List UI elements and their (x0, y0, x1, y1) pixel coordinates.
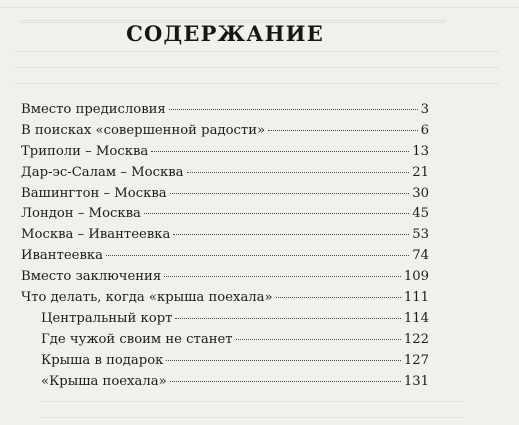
toc-entry-page-number: 3 (420, 102, 429, 117)
toc-entry-label: Вместо предисловия (21, 102, 166, 117)
toc-entry (21, 246, 429, 267)
toc-entry-page-number: 30 (412, 185, 429, 201)
toc-entry (21, 267, 429, 288)
toc-dot-leader (175, 318, 400, 319)
toc-entry (21, 163, 429, 184)
toc-entry (21, 184, 429, 205)
toc-dot-leader (187, 172, 410, 173)
toc-entry-label: Ивантеевка (21, 248, 104, 264)
toc-list (21, 100, 429, 392)
show-through-texture: ───────────────────────────────────────────────────────── (14, 44, 499, 58)
toc-entry (21, 121, 429, 142)
show-through-texture: ───────────────────────────────────────────────────────── (14, 76, 499, 90)
toc-heading: СОДЕРЖАНИЕ (126, 21, 324, 46)
show-through-texture: ───────────────────────────────────────────────────────── (14, 60, 499, 74)
toc-dot-leader (151, 151, 409, 152)
toc-entry (21, 288, 429, 309)
toc-entry (21, 330, 429, 351)
toc-dot-leader (236, 339, 401, 340)
toc-entry (21, 204, 429, 225)
toc-entry (21, 351, 429, 372)
show-through-texture: ───────────────────────────────────────────────────────────── (0, 0, 519, 14)
toc-entry-page-number: 127 (403, 352, 429, 368)
toc-dot-leader (169, 109, 418, 110)
toc-entry (21, 142, 429, 163)
show-through-texture: ────────────────────────────────────────────────── (40, 394, 466, 408)
toc-entry-label: Центральный корт (41, 310, 173, 326)
toc-entry-label: Москва – Ивантеевка (21, 227, 171, 243)
toc-dot-leader (166, 360, 400, 361)
toc-entry (21, 309, 429, 330)
toc-entry-label: Вашингтон – Москва (21, 185, 167, 201)
toc-entry-label: «Крыша поехала» (41, 373, 167, 389)
show-through-texture: ══════════════════════════════════════════════════ (20, 14, 446, 28)
toc-entry-page-number: 122 (403, 331, 429, 347)
toc-entry-label: Триполи – Москва (21, 143, 149, 159)
toc-dot-leader (144, 213, 409, 214)
show-through-texture: ────────────────────────────────────────────────── (40, 410, 466, 424)
toc-dot-leader (170, 193, 410, 194)
toc-dot-leader (276, 297, 401, 298)
toc-entry (21, 372, 429, 393)
toc-dot-leader (268, 130, 418, 131)
toc-entry (21, 100, 429, 121)
toc-entry-label: В поисках «совершенной радости» (21, 122, 266, 138)
toc-entry-label: Дар-эс-Салам – Москва (21, 164, 184, 180)
toc-entry-page-number: 74 (412, 248, 429, 264)
toc-entry-label: Лондон – Москва (21, 206, 141, 222)
toc-entry-page-number: 131 (403, 373, 429, 389)
toc-entry-page-number: 45 (412, 206, 429, 222)
toc-entry (21, 225, 429, 246)
toc-entry-page-number: 21 (412, 164, 429, 180)
toc-entry-page-number: 109 (403, 269, 429, 285)
toc-entry-page-number: 6 (420, 122, 429, 138)
toc-entry-label: Где чужой своим не станет (41, 331, 233, 347)
toc-entry-label: Что делать, когда «крыша поехала» (21, 290, 273, 306)
toc-entry-page-number: 114 (403, 310, 429, 326)
toc-entry-page-number: 13 (412, 143, 429, 159)
toc-entry-page-number: 111 (403, 290, 429, 306)
toc-dot-leader (106, 255, 409, 256)
toc-entry-label: Крыша в подарок (41, 352, 164, 368)
toc-entry-page-number: 53 (412, 227, 429, 243)
toc-dot-leader (170, 381, 401, 382)
toc-dot-leader (173, 234, 409, 235)
toc-dot-leader (164, 276, 401, 277)
toc-entry-label: Вместо заключения (21, 269, 162, 285)
